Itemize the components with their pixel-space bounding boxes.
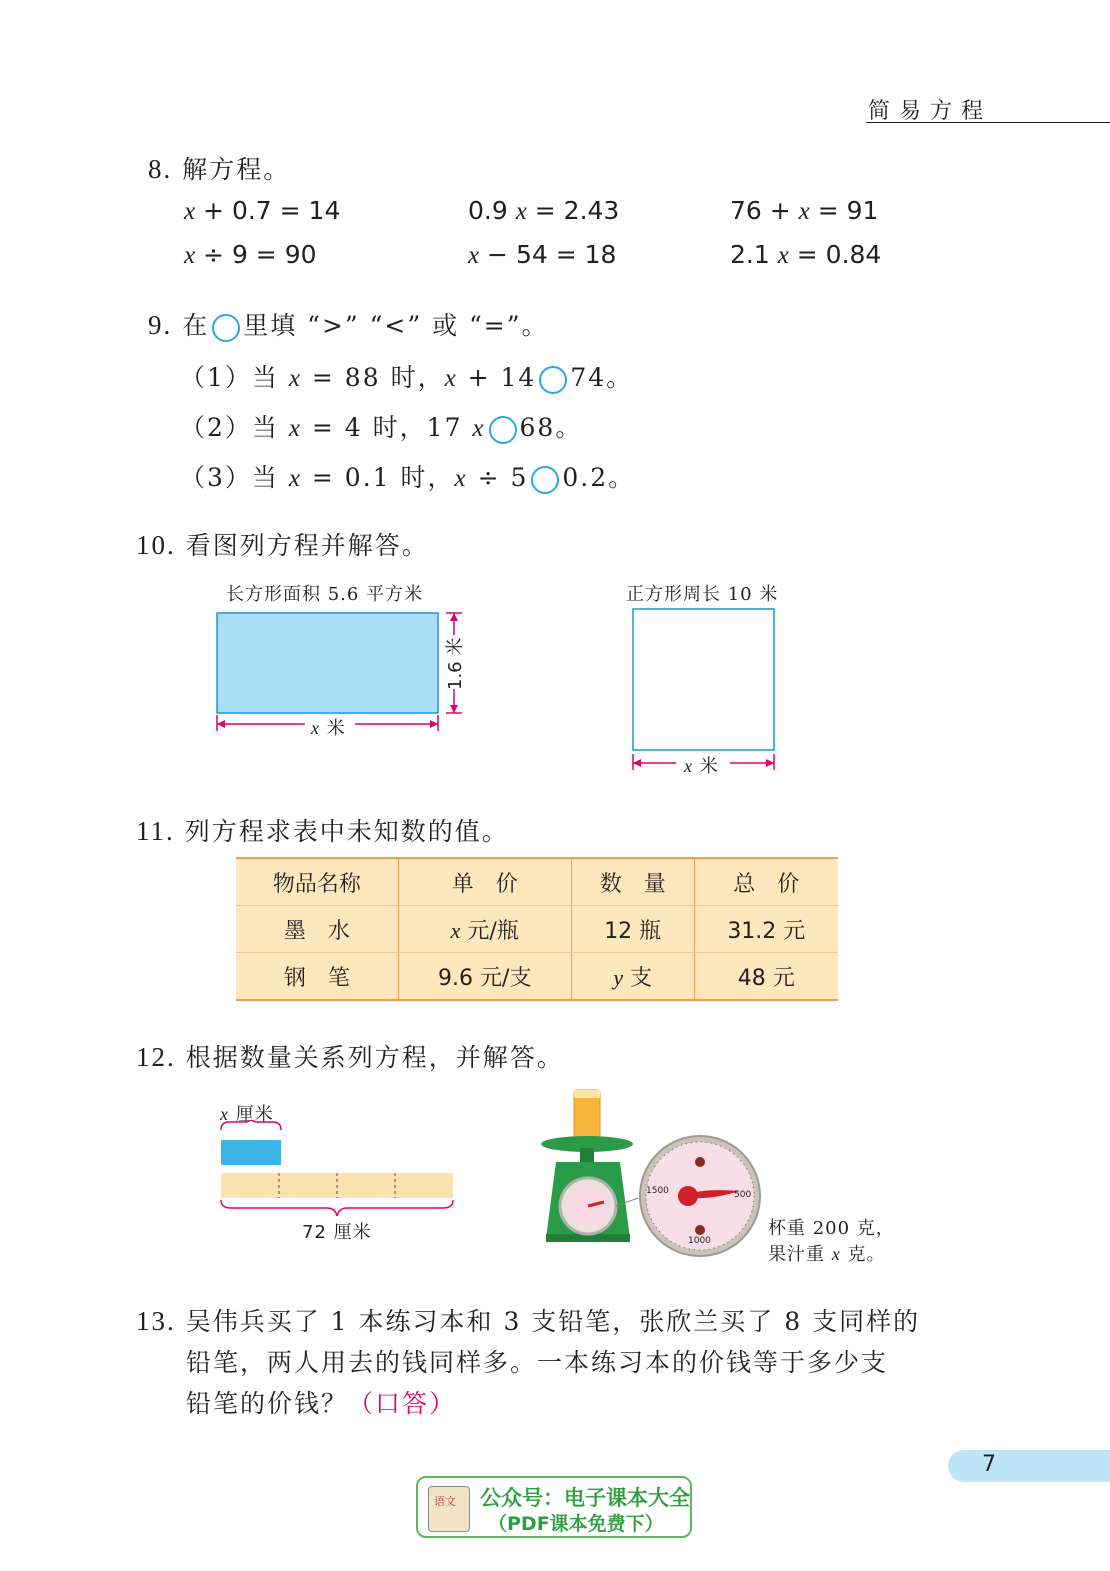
table-cell: 12 瓶	[571, 906, 694, 953]
dial-label-500: 500	[734, 1190, 752, 1200]
table-cell: 墨 水	[236, 906, 398, 953]
price-table	[236, 857, 838, 1001]
q9-heading: 9. 在 里填 “>” “<” 或 “=”。	[148, 310, 549, 340]
q8-equation-2: 0.9 x = 2.43	[468, 196, 620, 225]
q8-equation-1: x + 0.7 = 14	[184, 196, 341, 225]
q9-item-3: （3）当 x = 0.1 时，x ÷ 5 0.2。	[180, 463, 636, 492]
q9-number: 9.	[148, 310, 173, 340]
page-number-tab	[948, 1450, 1110, 1482]
watermark-banner	[416, 1476, 692, 1538]
q10-heading	[136, 526, 429, 562]
oral-answer-tag: （口答）	[348, 1389, 457, 1418]
scale-note-line-2: 果汁重 x 克。	[768, 1244, 886, 1265]
square-caption: 正方形周长 10 米	[626, 584, 779, 605]
unknown-segment-bar	[221, 1140, 281, 1165]
q12-prompt: 根据数量关系列方程，并解答。	[185, 1043, 564, 1072]
q8-equation-3: 76 + x = 91	[730, 196, 879, 225]
square-shape	[633, 609, 774, 750]
q8-number: 8.	[148, 154, 173, 184]
table-row	[236, 953, 838, 1001]
q13-line-3: 铅笔的价钱？（口答）	[186, 1389, 457, 1418]
q11-number: 11.	[136, 816, 175, 846]
table-cell: 48 元	[694, 953, 838, 1001]
answer-circle-2[interactable]	[489, 416, 517, 444]
dial-label-1000: 1000	[688, 1236, 711, 1246]
q13-line-2: 铅笔，两人用去的钱同样多。一本练习本的价钱等于多少支	[186, 1348, 889, 1377]
q10-prompt: 看图列方程并解答。	[185, 531, 429, 560]
q9-item-1: （1）当 x = 88 时，x + 14 74。	[180, 363, 634, 392]
q11-prompt: 列方程求表中未知数的值。	[184, 817, 509, 846]
q8-prompt: 解方程。	[182, 155, 291, 184]
q8-heading	[148, 150, 290, 186]
watermark-line-2: （PDF课本免费下）	[488, 1513, 664, 1535]
rectangle-width-label: x 米	[311, 718, 346, 739]
q11-heading	[136, 812, 509, 848]
q8-equation-4: x ÷ 9 = 90	[184, 240, 317, 269]
answer-circle-1[interactable]	[539, 366, 567, 394]
q8-equation-5: x − 54 = 18	[468, 240, 617, 269]
table-header-cell: 物品名称	[236, 858, 398, 906]
dial-label-1500: 1500	[646, 1186, 669, 1196]
page-number: 7	[982, 1452, 996, 1477]
table-header-row	[236, 858, 838, 906]
scale-illustration	[538, 1088, 768, 1260]
blank-circle-icon	[212, 314, 240, 342]
q12-number: 12.	[136, 1042, 176, 1072]
scale-note-line-1: 杯重 200 克，	[768, 1218, 895, 1239]
q10-number: 10.	[136, 530, 176, 560]
answer-circle-3[interactable]	[531, 466, 559, 494]
q9-item-2: （2）当 x = 4 时，17 x 68。	[180, 413, 583, 442]
q13-number: 13.	[136, 1306, 176, 1336]
q12-heading	[136, 1038, 564, 1074]
table-header-cell: 单 价	[398, 858, 571, 906]
table-cell: 31.2 元	[694, 906, 838, 953]
rect-height-text: 1.6 米	[445, 637, 466, 690]
segment-label: x 厘米	[220, 1104, 274, 1125]
table-row	[236, 906, 838, 953]
total-length-label: 72 厘米	[302, 1222, 372, 1243]
table-cell: 钢 笔	[236, 953, 398, 1001]
q8-equation-6: 2.1 x = 0.84	[730, 240, 882, 269]
table-header-cell: 总 价	[694, 858, 838, 906]
section-header-title: 简易方程	[866, 94, 1110, 123]
segment-diagram	[215, 1120, 465, 1220]
rectangle-shape	[217, 613, 438, 713]
square-width-label: x 米	[684, 756, 719, 777]
q13-line-1: 13. 吴伟兵买了 1 本练习本和 3 支铅笔，张欣兰买了 8 支同样的	[136, 1306, 921, 1336]
book-icon: 语文	[428, 1486, 470, 1532]
watermark-line-1: 公众号：电子课本大全	[480, 1486, 690, 1510]
table-header-cell: 数 量	[571, 858, 694, 906]
square-figure	[626, 604, 786, 774]
table-cell: 9.6 元/支	[398, 953, 571, 1001]
rectangle-caption: 长方形面积 5.6 平方米	[226, 584, 424, 605]
table-cell: x 元/瓶	[398, 906, 571, 953]
table-cell: y 支	[571, 953, 694, 1001]
